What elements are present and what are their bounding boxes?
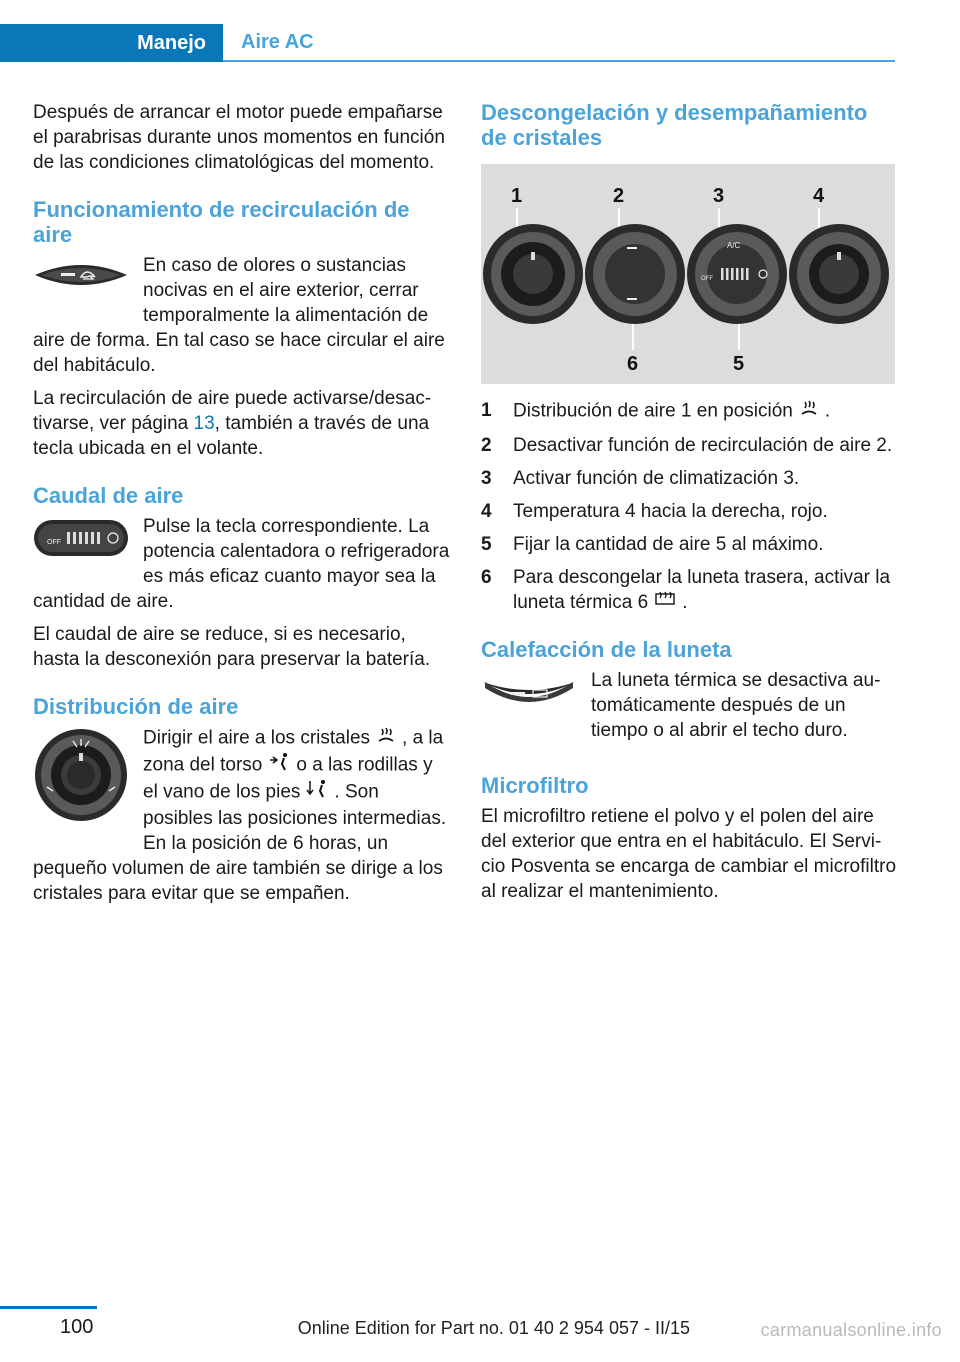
list-item: [481, 398, 899, 425]
caudal-paragraph-2: El caudal de aire se reduce, si es necesario, hasta la desconexión para preservar la batería.: [33, 624, 431, 670]
distrib-text-3: o a las rodillas y el vano de los pies: [143, 754, 433, 803]
footer-accent-line: [0, 1306, 97, 1309]
list-item: [481, 433, 899, 458]
step-text: Distribución de aire 1 en posición: [513, 400, 793, 422]
off-label: OFF: [701, 276, 713, 282]
intro-paragraph: Después de arrancar el motor puede empañarse el parabrisas durante unos momentos en función de las condiciones climatológicas del momento.: [33, 102, 445, 173]
recirc-paragraph-1: En caso de olores o sustancias nocivas en el aire exterior, cerrar temporalmente la alimentación de aire de forma. En tal caso se hace circular el aire del habitáculo.: [33, 255, 445, 376]
tab-manejo[interactable]: Manejo: [0, 24, 223, 62]
step-number: 3: [481, 468, 492, 489]
fig-label-6: 6: [627, 353, 639, 375]
distribucion-heading: Distribución de aire: [33, 694, 239, 719]
windshield-defrost-icon: [799, 398, 819, 425]
recirc-p2-text: La recirculación de aire puede activarse/desactivarse, ver página: [33, 388, 432, 434]
recirc-button-image: [33, 255, 129, 302]
distribution-knob-image: [33, 727, 129, 830]
windshield-defrost-icon: [376, 725, 396, 752]
calefaccion-paragraph: La luneta térmica se desactiva automáticamente después de un tiempo o al abrir el techo duro.: [591, 670, 881, 742]
step-text: Para descongelar la luneta trasera, activar la luneta térmica 6: [513, 567, 891, 613]
airflow-button-image: [33, 516, 129, 567]
right-column: [481, 100, 899, 912]
page-link[interactable]: 13: [193, 413, 215, 434]
page-number: 100: [60, 1316, 94, 1338]
fig-label-5: 5: [733, 353, 745, 375]
knob-2: [585, 224, 685, 324]
caudal-heading: Caudal de aire: [33, 483, 184, 508]
fig-label-4: 4: [813, 185, 825, 207]
step-text: Fijar la cantidad de aire 5 al máximo.: [513, 534, 824, 555]
step-number: 4: [481, 501, 492, 522]
caudal-paragraph-1: Pulse la tecla correspondiente. La potencia calentadora o refrigeradora es más eficaz cuanto mayor sea la cantidad de aire.: [33, 516, 450, 612]
step-suffix: .: [682, 592, 688, 613]
fig-label-1: 1: [511, 185, 523, 207]
climate-panel-figure: [481, 164, 895, 384]
step-number: 6: [481, 567, 492, 588]
microfiltro-heading: Microfiltro: [481, 773, 589, 799]
step-text: Desactivar función de recirculación de aire 2.: [513, 435, 893, 456]
step-text: Temperatura 4 hacia la derecha, rojo.: [513, 501, 828, 522]
list-item: [481, 565, 899, 615]
fig-label-2: 2: [613, 185, 625, 207]
list-item: [481, 466, 899, 491]
ac-label: A/C: [727, 241, 741, 250]
descong-steps: [481, 398, 899, 615]
list-item: [481, 532, 899, 557]
step-suffix: .: [824, 400, 831, 422]
calefaccion-heading: Calefacción de la luneta: [481, 637, 732, 663]
distrib-text-2: , a la zona del torso: [143, 727, 444, 776]
distrib-text-4: . Son posibles las posiciones intermedias. En la posición de 6 horas, un pequeño volumen de aire también se dirige a los cristales para evitar que se empañen.: [33, 781, 447, 904]
step-number: 1: [481, 400, 492, 421]
left-column: [33, 100, 451, 914]
step-number: 5: [481, 534, 492, 555]
rear-window-heater-icon: [654, 590, 676, 615]
recirc-p2-text-after: , también a través de una tecla ubicada en el volante.: [33, 413, 430, 459]
knob-3: [687, 224, 787, 324]
microfiltro-paragraph: El microfiltro retiene el polvo y el polen del aire del exterior que entra en el habitáculo. El Servicio Posventa se encarga de cambiar el microfiltro al realizar el mantenimiento.: [481, 806, 897, 903]
distrib-text-1: Dirigir el aire a los cristales: [143, 727, 371, 749]
knob-4: [789, 224, 889, 324]
torso-airflow-icon: [268, 752, 290, 779]
header-tabs: [0, 24, 895, 62]
step-number: 2: [481, 435, 492, 456]
svg-text:OFF: OFF: [47, 539, 61, 546]
watermark: carmanualsonline.info: [760, 1320, 942, 1340]
recirc-heading: Funcionamiento de recirculación de aire: [33, 197, 410, 247]
rear-defrost-button-image: [481, 670, 577, 717]
knob-1: [483, 224, 583, 324]
edition-text: Online Edition for Part no. 01 40 2 954 057 - II/15: [297, 1318, 690, 1338]
list-item: [481, 499, 899, 524]
footwell-airflow-icon: [306, 779, 328, 806]
descong-heading: Descongelación y desempañamiento de cristales: [481, 100, 868, 150]
fig-label-3: 3: [713, 185, 725, 207]
recirc-paragraph-2: [33, 386, 451, 461]
tab-aire-ac[interactable]: Aire AC: [223, 24, 895, 62]
step-text: Activar función de climatización 3.: [513, 468, 800, 489]
